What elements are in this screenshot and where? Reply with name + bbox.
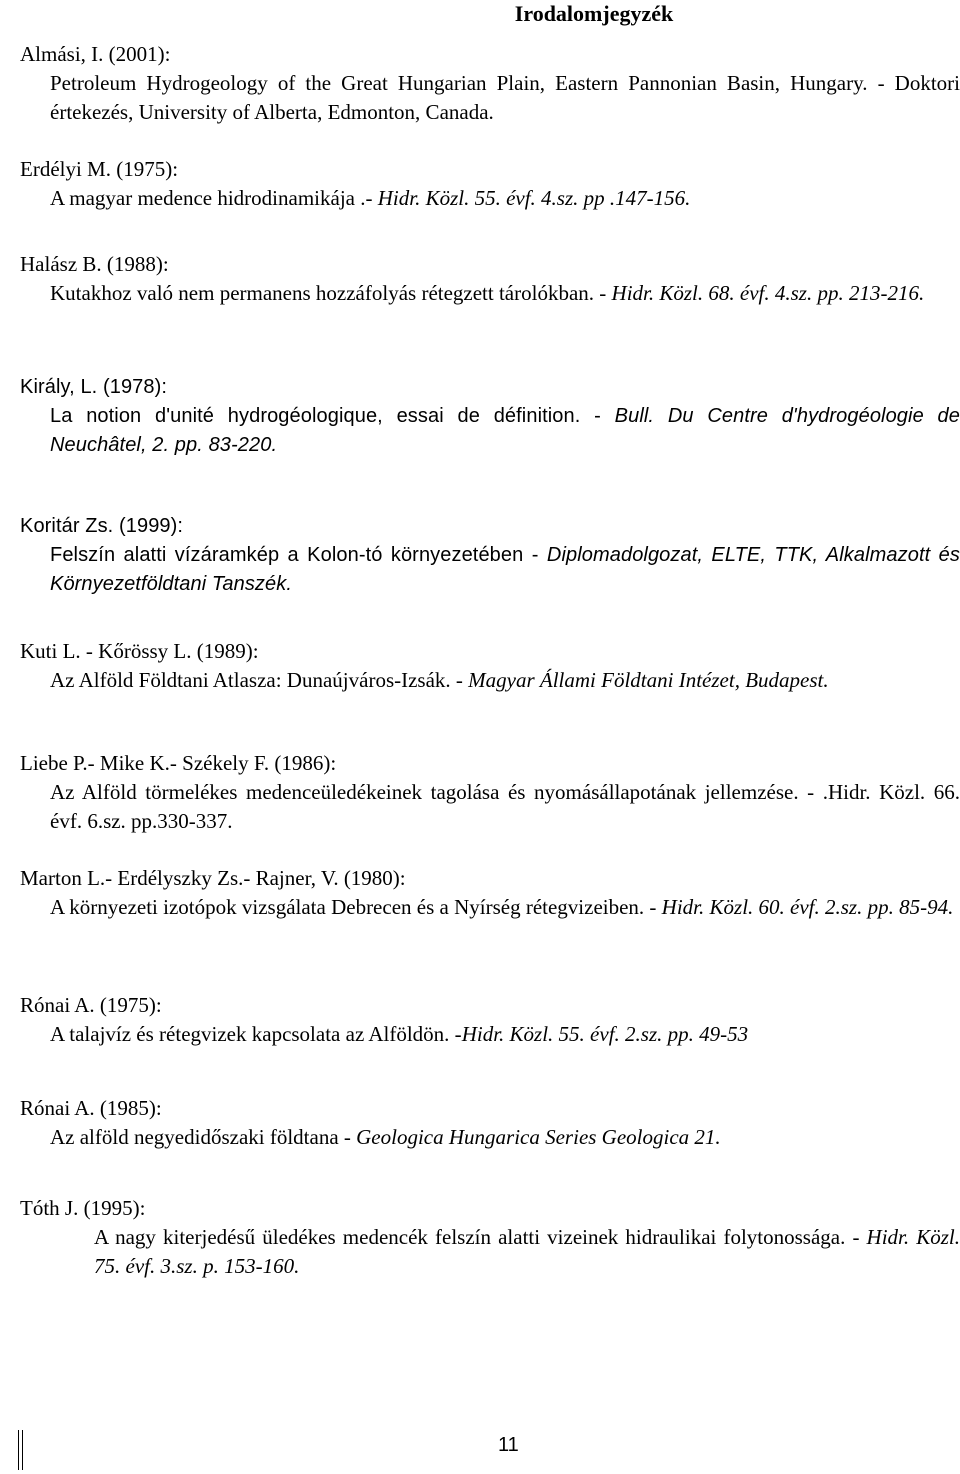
page-number: 11 [498, 1434, 519, 1456]
reference-body: Petroleum Hydrogeology of the Great Hungarian Plain, Eastern Pannonian Basin, Hungary. - Doktori értekezés, University of Alberta, Edmonton, Canada. [50, 71, 960, 124]
reference-journal: Hidr. Közl. 55. évf. 4.sz. pp .147-156. [377, 186, 691, 210]
reference-journal: Magyar Állami Földtani Intézet, Budapest. [468, 668, 829, 692]
footer-margin-line [18, 1430, 19, 1470]
reference-entry [20, 864, 960, 991]
reference-entry [20, 1094, 960, 1194]
reference-author: Király, L. (1978): [20, 376, 168, 398]
reference-body-plain: Az Alföld Földtani Atlasza: Dunaújváros-Izsák. - [50, 668, 469, 692]
reference-body [20, 1123, 960, 1152]
reference-body [20, 402, 960, 460]
reference-body-plain: A talajvíz és rétegvizek kapcsolata az Alföldön. - [50, 1022, 462, 1046]
reference-body-plain: La notion d'unité hydrogéologique, essai de définition. - [50, 405, 615, 427]
reference-list [20, 40, 960, 1281]
reference-author: Tóth J. (1995): [20, 1196, 146, 1220]
reference-journal: Hidr. Közl. 75. évf. 3.sz. p. 153-160. [94, 1225, 960, 1278]
reference-author: Halász B. (1988): [20, 252, 169, 276]
reference-author: Almási, I. (2001): [20, 42, 171, 66]
reference-author: Rónai A. (1985): [20, 1096, 162, 1120]
reference-body [20, 666, 960, 695]
reference-journal: Bull. Du Centre d'hydrogéologie de Neuchâtel, 2. pp. 83-220. [50, 405, 960, 456]
reference-body-plain: Az alföld negyedidőszaki földtana - [50, 1125, 357, 1149]
reference-entry [20, 637, 960, 749]
reference-author: Erdélyi M. (1975): [20, 157, 179, 181]
reference-entry [20, 250, 960, 373]
reference-body: Az Alföld törmelékes medenceüledékeinek tagolása és nyomásállapotának jellemzése. - .Hidr. Közl. 66. évf. 6.sz. pp.330-337. [50, 780, 960, 833]
reference-entry [20, 155, 960, 250]
reference-body-plain: Kutakhoz való nem permanens hozzáfolyás rétegzett tárolókban. - [50, 281, 612, 305]
reference-body [20, 279, 960, 308]
reference-body [20, 184, 960, 213]
reference-body-plain: A környezeti izotópok vizsgálata Debrecen és a Nyírség rétegvizeiben. - [50, 895, 662, 919]
reference-entry [20, 40, 960, 155]
reference-body-plain: A nagy kiterjedésű üledékes medencék felszín alatti vizeinek hidraulikai folytonossága. - [94, 1225, 867, 1249]
reference-body-plain: A magyar medence hidrodinamikája .- [50, 186, 378, 210]
reference-entry [20, 373, 960, 512]
reference-journal: Geologica Hungarica Series Geologica 21. [356, 1125, 721, 1149]
reference-body [20, 1223, 960, 1281]
reference-entry [20, 991, 960, 1094]
reference-author: Liebe P.- Mike K.- Székely F. (1986): [20, 751, 337, 775]
reference-journal: Hidr. Közl. 60. évf. 2.sz. pp. 85-94. [661, 895, 954, 919]
reference-body-plain: Felszín alatti vízáramkép a Kolon-tó környezetében - [50, 544, 547, 566]
reference-entry [20, 512, 960, 637]
reference-author: Kuti L. - Kőrössy L. (1989): [20, 639, 259, 663]
reference-entry [20, 749, 960, 864]
reference-body [20, 541, 960, 599]
reference-author: Rónai A. (1975): [20, 993, 162, 1017]
reference-journal: Diplomadolgozat, ELTE, TTK, Alkalmazott és Környezetföldtani Tanszék. [50, 544, 960, 595]
reference-journal: Hidr. Közl. 68. évf. 4.sz. pp. 213-216. [611, 281, 925, 305]
reference-body [20, 1020, 960, 1049]
page-title: Irodalomjegyzék [514, 1, 674, 26]
reference-author: Marton L.- Erdélyszky Zs.- Rajner, V. (1980): [20, 866, 406, 890]
footer-margin-line [22, 1430, 23, 1470]
reference-author: Koritár Zs. (1999): [20, 515, 184, 537]
reference-body [20, 893, 960, 922]
reference-journal: Hidr. Közl. 55. évf. 2.sz. pp. 49-53 [461, 1022, 749, 1046]
reference-entry [20, 1194, 960, 1281]
